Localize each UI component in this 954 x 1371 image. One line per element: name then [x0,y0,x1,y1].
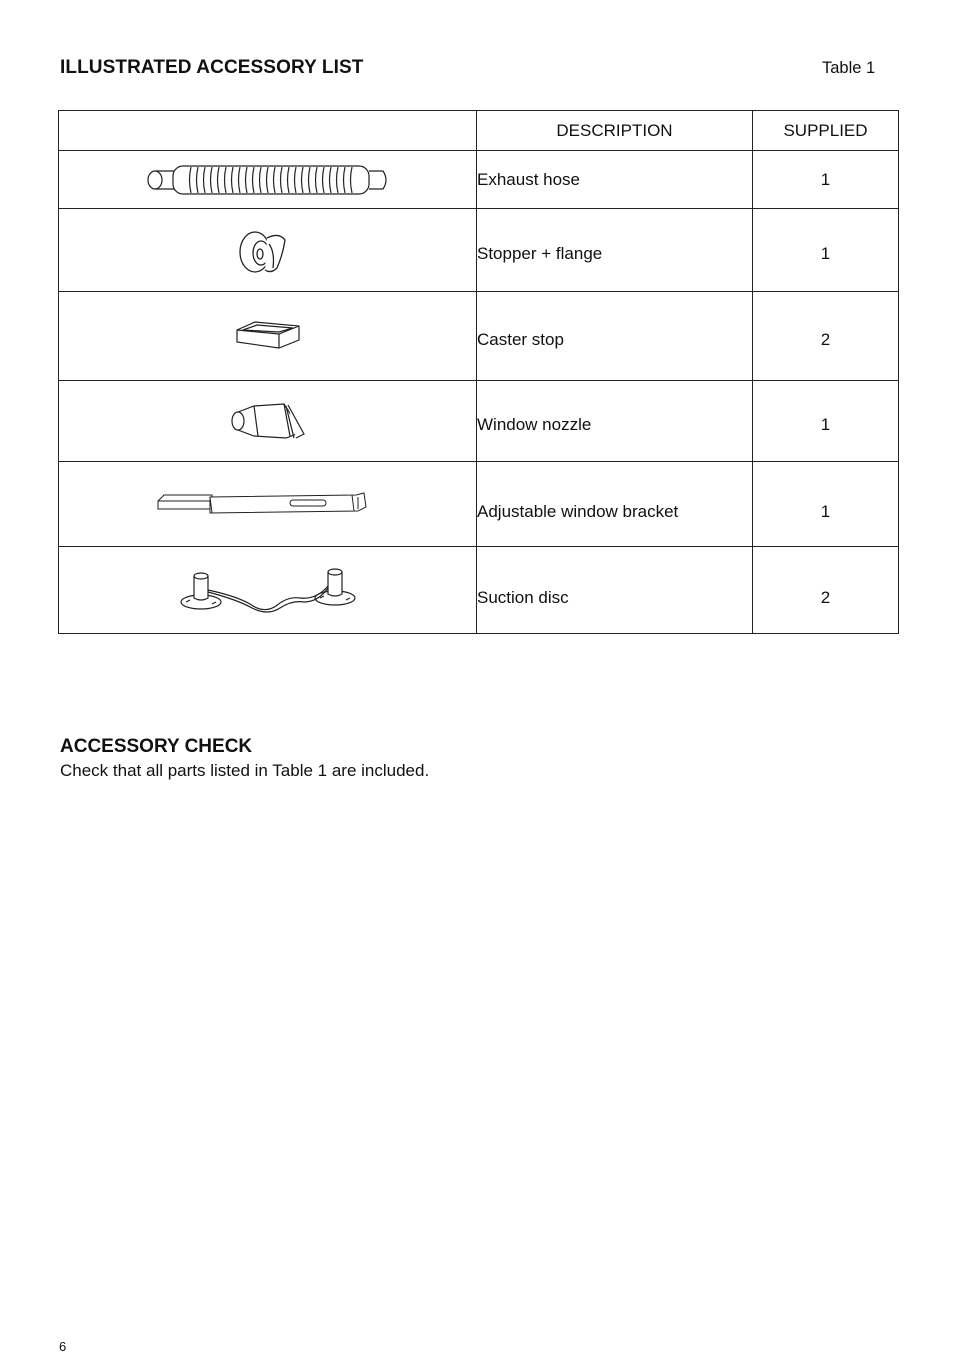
item-quantity: 1 [820,244,831,263]
item-quantity: 2 [820,588,831,607]
page-number: 6 [59,1339,67,1354]
description-cell [477,209,753,292]
description-cell [477,547,753,634]
suction-disc-cell [59,547,477,634]
description-cell [477,381,753,462]
window-bracket-icon [156,489,380,519]
window-nozzle-icon [228,398,308,444]
stopper-flange-icon [233,224,303,284]
item-quantity: 2 [820,330,831,349]
supplied-cell [753,292,899,381]
item-quantity: 1 [820,415,831,434]
table-row [59,209,899,292]
item-description: Adjustable window bracket [477,502,679,521]
item-description: Window nozzle [477,415,592,434]
page-title: ILLUSTRATED ACCESSORY LIST [60,57,364,78]
caster-stop-icon [233,316,303,356]
table-row [59,462,899,547]
item-description: Stopper + flange [477,244,603,263]
table-reference: Table 1 [822,59,876,77]
accessory-check-text: Check that all parts listed in Table 1 are included. [60,761,430,780]
description-cell [477,462,753,547]
caster-stop-cell [59,292,477,381]
item-quantity: 1 [820,502,831,521]
table-row [59,381,899,462]
header-supplied: SUPPLIED [753,111,899,151]
table-row [59,547,899,634]
item-description: Caster stop [477,330,564,349]
item-quantity: 1 [820,169,831,189]
supplied-cell [753,151,899,209]
supplied-cell [753,381,899,462]
item-description: Exhaust hose [477,169,581,189]
supplied-cell [753,462,899,547]
stopper-flange-cell [59,209,477,292]
header-description: DESCRIPTION [477,111,753,151]
description-cell [477,151,753,209]
accessory-check-title: ACCESSORY CHECK [60,736,253,757]
supplied-cell [753,209,899,292]
table-row [59,151,899,209]
supplied-cell [753,547,899,634]
table-row [59,292,899,381]
description-cell [477,292,753,381]
exhaust-hose-icon [143,160,393,200]
accessory-table [58,110,899,634]
table-header-row [59,111,899,151]
window-nozzle-cell [59,381,477,462]
header-image [59,111,477,151]
window-bracket-cell [59,462,477,547]
exhaust-hose-cell [59,151,477,209]
suction-disc-icon [176,564,360,616]
item-description: Suction disc [477,588,569,607]
